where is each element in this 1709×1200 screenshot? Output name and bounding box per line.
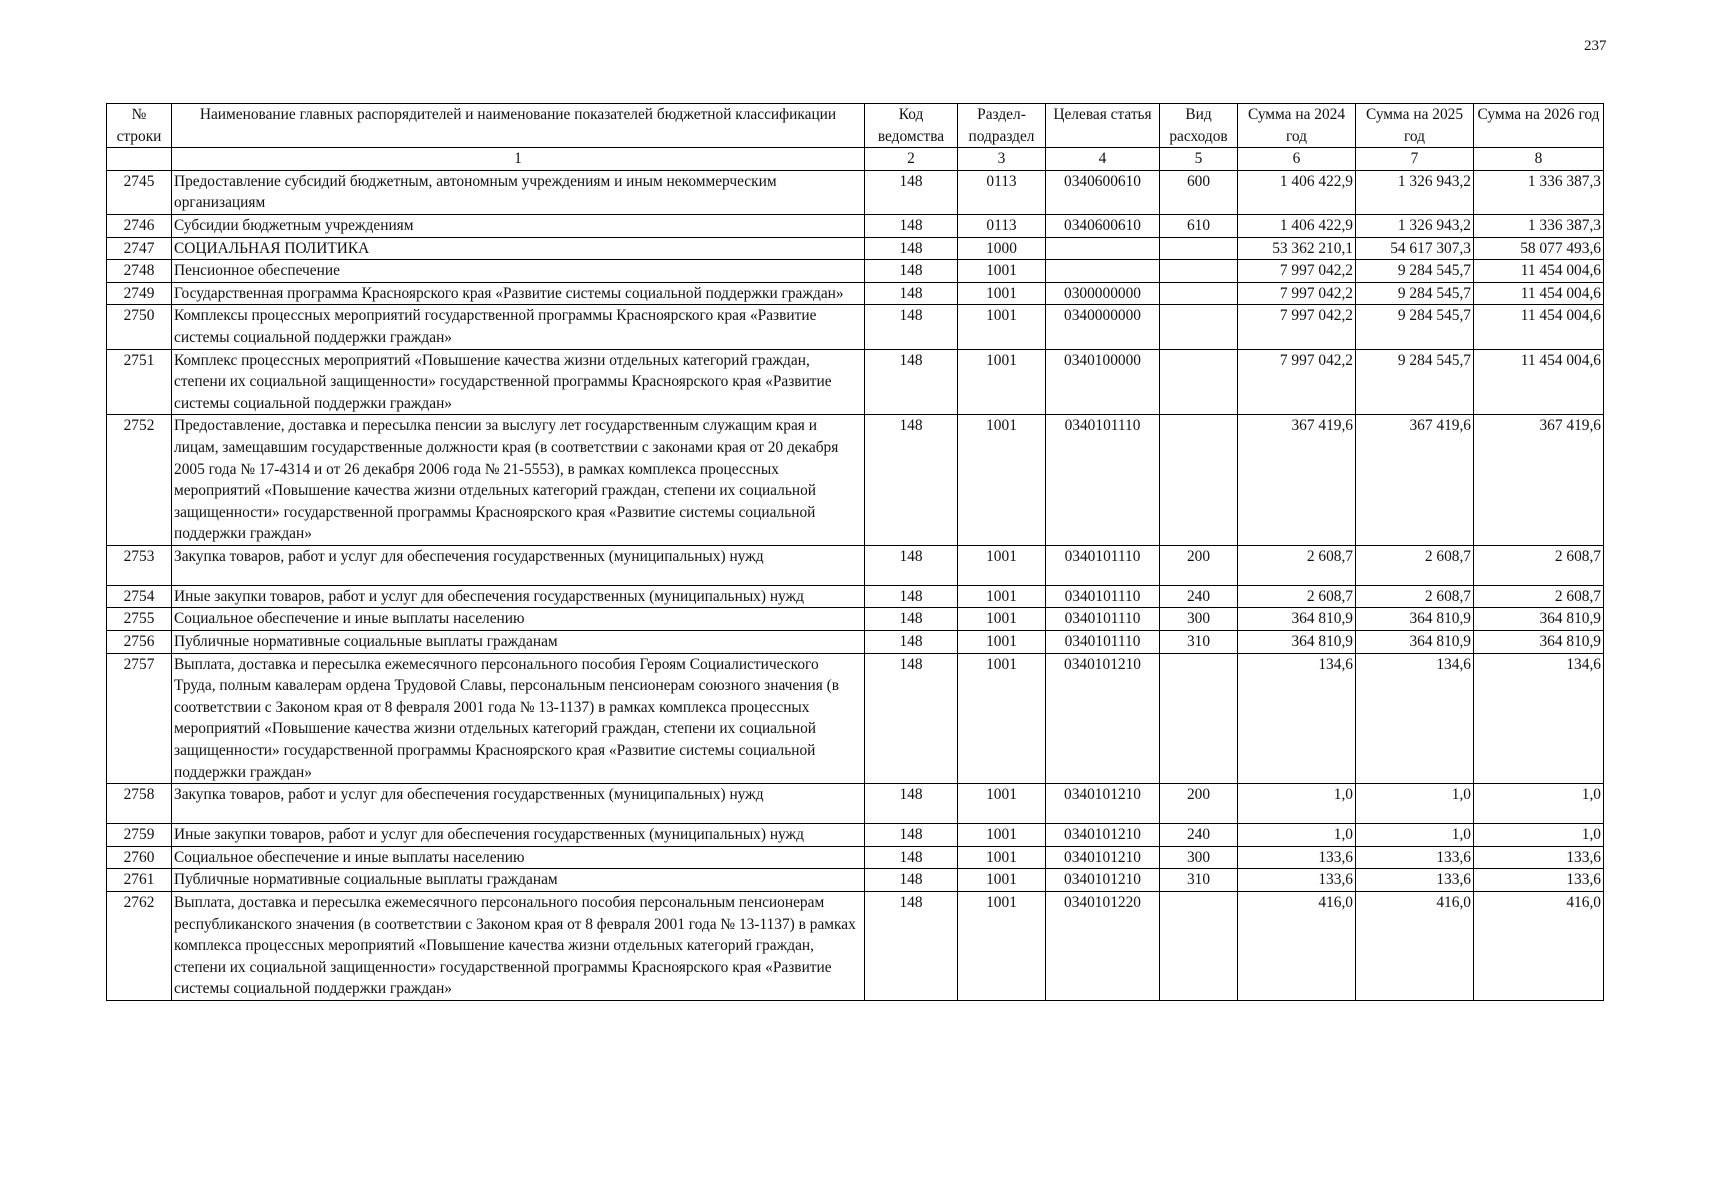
row-dept-code: 148	[865, 214, 958, 237]
table-row	[107, 631, 1604, 654]
row-target: 0340600610	[1046, 214, 1160, 237]
row-number: 2759	[107, 824, 172, 847]
table-row	[107, 869, 1604, 892]
row-sum-2025: 9 284 545,7	[1356, 305, 1474, 349]
row-number: 2747	[107, 237, 172, 260]
row-number: 2756	[107, 631, 172, 654]
row-sum-2024: 134,6	[1238, 653, 1356, 784]
row-sum-2024: 7 997 042,2	[1238, 305, 1356, 349]
row-target: 0340101210	[1046, 653, 1160, 784]
row-exp-type	[1160, 349, 1238, 415]
row-target	[1046, 237, 1160, 260]
row-section: 1001	[958, 545, 1046, 585]
row-dept-code: 148	[865, 305, 958, 349]
table-row	[107, 305, 1604, 349]
row-dept-code: 148	[865, 349, 958, 415]
header-target: Целевая статья	[1046, 104, 1160, 148]
row-target	[1046, 260, 1160, 283]
row-name: Иные закупки товаров, работ и услуг для обеспечения государственных (муниципальных) нужд	[172, 824, 865, 847]
row-target: 0340100000	[1046, 349, 1160, 415]
row-sum-2025: 9 284 545,7	[1356, 260, 1474, 283]
row-section: 1001	[958, 349, 1046, 415]
row-sum-2024: 7 997 042,2	[1238, 260, 1356, 283]
row-number: 2758	[107, 784, 172, 824]
row-section: 1001	[958, 260, 1046, 283]
row-number: 2746	[107, 214, 172, 237]
row-section: 0113	[958, 170, 1046, 214]
row-dept-code: 148	[865, 631, 958, 654]
row-exp-type	[1160, 653, 1238, 784]
row-section: 1001	[958, 824, 1046, 847]
row-sum-2025: 9 284 545,7	[1356, 349, 1474, 415]
row-exp-type: 240	[1160, 585, 1238, 608]
row-dept-code: 148	[865, 545, 958, 585]
row-name: Публичные нормативные социальные выплаты гражданам	[172, 869, 865, 892]
row-number: 2757	[107, 653, 172, 784]
row-sum-2026: 11 454 004,6	[1474, 349, 1604, 415]
row-sum-2025: 134,6	[1356, 653, 1474, 784]
row-sum-2024: 7 997 042,2	[1238, 282, 1356, 305]
row-target: 0340101210	[1046, 846, 1160, 869]
row-sum-2024: 2 608,7	[1238, 545, 1356, 585]
row-exp-type	[1160, 415, 1238, 546]
table-row	[107, 237, 1604, 260]
row-name: Социальное обеспечение и иные выплаты населению	[172, 608, 865, 631]
row-dept-code: 148	[865, 237, 958, 260]
column-number: 4	[1046, 148, 1160, 171]
row-section: 1001	[958, 415, 1046, 546]
table-row	[107, 824, 1604, 847]
column-number	[107, 148, 172, 171]
row-section: 1001	[958, 869, 1046, 892]
row-section: 1001	[958, 846, 1046, 869]
row-target: 0340101110	[1046, 415, 1160, 546]
row-target: 0340600610	[1046, 170, 1160, 214]
row-sum-2024: 133,6	[1238, 846, 1356, 869]
row-section: 1000	[958, 237, 1046, 260]
row-dept-code: 148	[865, 585, 958, 608]
row-name: Социальное обеспечение и иные выплаты населению	[172, 846, 865, 869]
row-exp-type: 200	[1160, 784, 1238, 824]
row-name: Комплексы процессных мероприятий государственной программы Красноярского края «Развитие системы социальной поддержки граждан»	[172, 305, 865, 349]
row-sum-2025: 1,0	[1356, 784, 1474, 824]
header-name: Наименование главных распорядителей и наименование показателей бюджетной классификации	[172, 104, 865, 148]
row-sum-2024: 1 406 422,9	[1238, 170, 1356, 214]
row-sum-2026: 133,6	[1474, 869, 1604, 892]
column-number: 5	[1160, 148, 1238, 171]
row-sum-2024: 416,0	[1238, 892, 1356, 1001]
row-name: Выплата, доставка и пересылка ежемесячного персонального пособия персональным пенсионерам республиканского значения (в соответствии с Законом края от 8 февраля 2001 года № 13-1137) в рамках комплекса процессных мероприятий «Повышение качества жизни отдельных категорий граждан, степени их социальной защищенности» государственной программы Красноярского края «Развитие системы социальной поддержки граждан»	[172, 892, 865, 1001]
row-sum-2026: 1 336 387,3	[1474, 214, 1604, 237]
row-target: 0340101210	[1046, 784, 1160, 824]
row-name: Государственная программа Красноярского края «Развитие системы социальной поддержки граждан»	[172, 282, 865, 305]
row-section: 1001	[958, 585, 1046, 608]
column-number: 1	[172, 148, 865, 171]
row-exp-type	[1160, 305, 1238, 349]
row-sum-2025: 2 608,7	[1356, 545, 1474, 585]
row-section: 0113	[958, 214, 1046, 237]
table-row	[107, 653, 1604, 784]
row-sum-2026: 2 608,7	[1474, 585, 1604, 608]
header-sum-2025: Сумма на 2025 год	[1356, 104, 1474, 148]
row-sum-2026: 364 810,9	[1474, 608, 1604, 631]
row-sum-2026: 11 454 004,6	[1474, 305, 1604, 349]
row-name: Публичные нормативные социальные выплаты гражданам	[172, 631, 865, 654]
row-sum-2025: 1,0	[1356, 824, 1474, 847]
row-number: 2745	[107, 170, 172, 214]
row-sum-2025: 2 608,7	[1356, 585, 1474, 608]
row-target: 0300000000	[1046, 282, 1160, 305]
column-number: 7	[1356, 148, 1474, 171]
row-name: Комплекс процессных мероприятий «Повышение качества жизни отдельных категорий граждан, степени их социальной защищенности» государственной программы Красноярского края «Развитие системы социальной поддержки граждан»	[172, 349, 865, 415]
row-sum-2025: 416,0	[1356, 892, 1474, 1001]
table-row	[107, 846, 1604, 869]
header-sum-2026: Сумма на 2026 год	[1474, 104, 1604, 148]
row-sum-2026: 133,6	[1474, 846, 1604, 869]
row-sum-2026: 2 608,7	[1474, 545, 1604, 585]
row-dept-code: 148	[865, 869, 958, 892]
column-number: 8	[1474, 148, 1604, 171]
row-sum-2024: 364 810,9	[1238, 608, 1356, 631]
row-dept-code: 148	[865, 653, 958, 784]
table-row	[107, 585, 1604, 608]
column-number: 2	[865, 148, 958, 171]
row-sum-2024: 2 608,7	[1238, 585, 1356, 608]
column-number: 6	[1238, 148, 1356, 171]
row-exp-type: 240	[1160, 824, 1238, 847]
row-sum-2025: 133,6	[1356, 846, 1474, 869]
row-sum-2024: 1,0	[1238, 784, 1356, 824]
row-name: Закупка товаров, работ и услуг для обеспечения государственных (муниципальных) нужд	[172, 545, 865, 585]
row-sum-2025: 364 810,9	[1356, 631, 1474, 654]
row-sum-2026: 364 810,9	[1474, 631, 1604, 654]
row-sum-2024: 367 419,6	[1238, 415, 1356, 546]
row-target: 0340101210	[1046, 824, 1160, 847]
row-section: 1001	[958, 608, 1046, 631]
row-target: 0340101110	[1046, 545, 1160, 585]
row-section: 1001	[958, 892, 1046, 1001]
row-number: 2762	[107, 892, 172, 1001]
column-number: 3	[958, 148, 1046, 171]
row-exp-type	[1160, 260, 1238, 283]
page-number: 237	[1584, 38, 1607, 54]
row-name: Предоставление, доставка и пересылка пенсии за выслугу лет государственным служащим края и лицам, замещавшим государственные должности края (в соответствии с законами края от 20 декабря 2005 года № 17-4314 и от 26 декабря 2006 года № 21-5553), в рамках комплекса процессных мероприятий «Повышение качества жизни отдельных категорий граждан, степени их социальной защищенности» государственной программы Красноярского края «Развитие системы социальной поддержки граждан»	[172, 415, 865, 546]
header-line-no: № строки	[107, 104, 172, 148]
row-sum-2024: 1,0	[1238, 824, 1356, 847]
table-row	[107, 784, 1604, 824]
row-section: 1001	[958, 784, 1046, 824]
row-target: 0340101110	[1046, 608, 1160, 631]
row-target: 0340101210	[1046, 869, 1160, 892]
header-section: Раздел-подраздел	[958, 104, 1046, 148]
row-number: 2755	[107, 608, 172, 631]
row-number: 2760	[107, 846, 172, 869]
row-target: 0340000000	[1046, 305, 1160, 349]
header-row	[107, 104, 1604, 148]
row-sum-2024: 7 997 042,2	[1238, 349, 1356, 415]
row-dept-code: 148	[865, 282, 958, 305]
row-sum-2026: 1 336 387,3	[1474, 170, 1604, 214]
row-dept-code: 148	[865, 892, 958, 1001]
header-sum-2024: Сумма на 2024 год	[1238, 104, 1356, 148]
row-name: Выплата, доставка и пересылка ежемесячного персонального пособия Героям Социалистического Труда, полным кавалерам ордена Трудовой Славы, персональным пенсионерам союзного значения (в соответствии с Законом края от 8 февраля 2001 года № 13-1137) в рамках комплекса процессных мероприятий «Повышение качества жизни отдельных категорий граждан, степени их социальной защищенности» государственной программы Красноярского края «Развитие системы социальной поддержки граждан»	[172, 653, 865, 784]
row-exp-type: 600	[1160, 170, 1238, 214]
row-section: 1001	[958, 653, 1046, 784]
table-row	[107, 608, 1604, 631]
row-exp-type: 610	[1160, 214, 1238, 237]
row-sum-2026: 367 419,6	[1474, 415, 1604, 546]
table-row	[107, 415, 1604, 546]
table-body	[107, 170, 1604, 1000]
row-sum-2026: 58 077 493,6	[1474, 237, 1604, 260]
row-sum-2026: 416,0	[1474, 892, 1604, 1001]
row-sum-2025: 1 326 943,2	[1356, 170, 1474, 214]
row-sum-2026: 11 454 004,6	[1474, 282, 1604, 305]
row-exp-type: 300	[1160, 608, 1238, 631]
row-number: 2750	[107, 305, 172, 349]
row-sum-2025: 9 284 545,7	[1356, 282, 1474, 305]
row-exp-type	[1160, 282, 1238, 305]
row-sum-2024: 364 810,9	[1238, 631, 1356, 654]
row-dept-code: 148	[865, 824, 958, 847]
row-dept-code: 148	[865, 784, 958, 824]
row-sum-2026: 134,6	[1474, 653, 1604, 784]
row-dept-code: 148	[865, 846, 958, 869]
row-name: Пенсионное обеспечение	[172, 260, 865, 283]
row-dept-code: 148	[865, 608, 958, 631]
row-sum-2024: 1 406 422,9	[1238, 214, 1356, 237]
table-row	[107, 214, 1604, 237]
row-name: Субсидии бюджетным учреждениям	[172, 214, 865, 237]
row-sum-2025: 54 617 307,3	[1356, 237, 1474, 260]
table-row	[107, 545, 1604, 585]
header-exp-type: Вид расходов	[1160, 104, 1238, 148]
row-number: 2754	[107, 585, 172, 608]
row-name: Иные закупки товаров, работ и услуг для обеспечения государственных (муниципальных) нужд	[172, 585, 865, 608]
row-sum-2026: 11 454 004,6	[1474, 260, 1604, 283]
row-name: Предоставление субсидий бюджетным, автономным учреждениям и иным некоммерческим организациям	[172, 170, 865, 214]
row-sum-2025: 1 326 943,2	[1356, 214, 1474, 237]
table-row	[107, 282, 1604, 305]
row-sum-2025: 367 419,6	[1356, 415, 1474, 546]
row-section: 1001	[958, 305, 1046, 349]
row-exp-type: 310	[1160, 631, 1238, 654]
table-row	[107, 170, 1604, 214]
row-dept-code: 148	[865, 170, 958, 214]
row-sum-2026: 1,0	[1474, 824, 1604, 847]
row-exp-type: 300	[1160, 846, 1238, 869]
row-number: 2753	[107, 545, 172, 585]
row-target: 0340101110	[1046, 585, 1160, 608]
header-dept-code: Код ведомства	[865, 104, 958, 148]
row-sum-2024: 133,6	[1238, 869, 1356, 892]
table-row	[107, 892, 1604, 1001]
row-sum-2024: 53 362 210,1	[1238, 237, 1356, 260]
table-row	[107, 260, 1604, 283]
row-exp-type	[1160, 237, 1238, 260]
budget-table	[106, 103, 1604, 1001]
row-target: 0340101110	[1046, 631, 1160, 654]
row-section: 1001	[958, 282, 1046, 305]
row-target: 0340101220	[1046, 892, 1160, 1001]
row-number: 2752	[107, 415, 172, 546]
row-exp-type: 200	[1160, 545, 1238, 585]
row-number: 2751	[107, 349, 172, 415]
row-sum-2026: 1,0	[1474, 784, 1604, 824]
row-number: 2748	[107, 260, 172, 283]
row-sum-2025: 133,6	[1356, 869, 1474, 892]
row-number: 2761	[107, 869, 172, 892]
row-exp-type	[1160, 892, 1238, 1001]
row-exp-type: 310	[1160, 869, 1238, 892]
column-number-row	[107, 148, 1604, 171]
row-sum-2025: 364 810,9	[1356, 608, 1474, 631]
row-name: СОЦИАЛЬНАЯ ПОЛИТИКА	[172, 237, 865, 260]
row-number: 2749	[107, 282, 172, 305]
row-dept-code: 148	[865, 260, 958, 283]
row-name: Закупка товаров, работ и услуг для обеспечения государственных (муниципальных) нужд	[172, 784, 865, 824]
table-row	[107, 349, 1604, 415]
row-dept-code: 148	[865, 415, 958, 546]
row-section: 1001	[958, 631, 1046, 654]
